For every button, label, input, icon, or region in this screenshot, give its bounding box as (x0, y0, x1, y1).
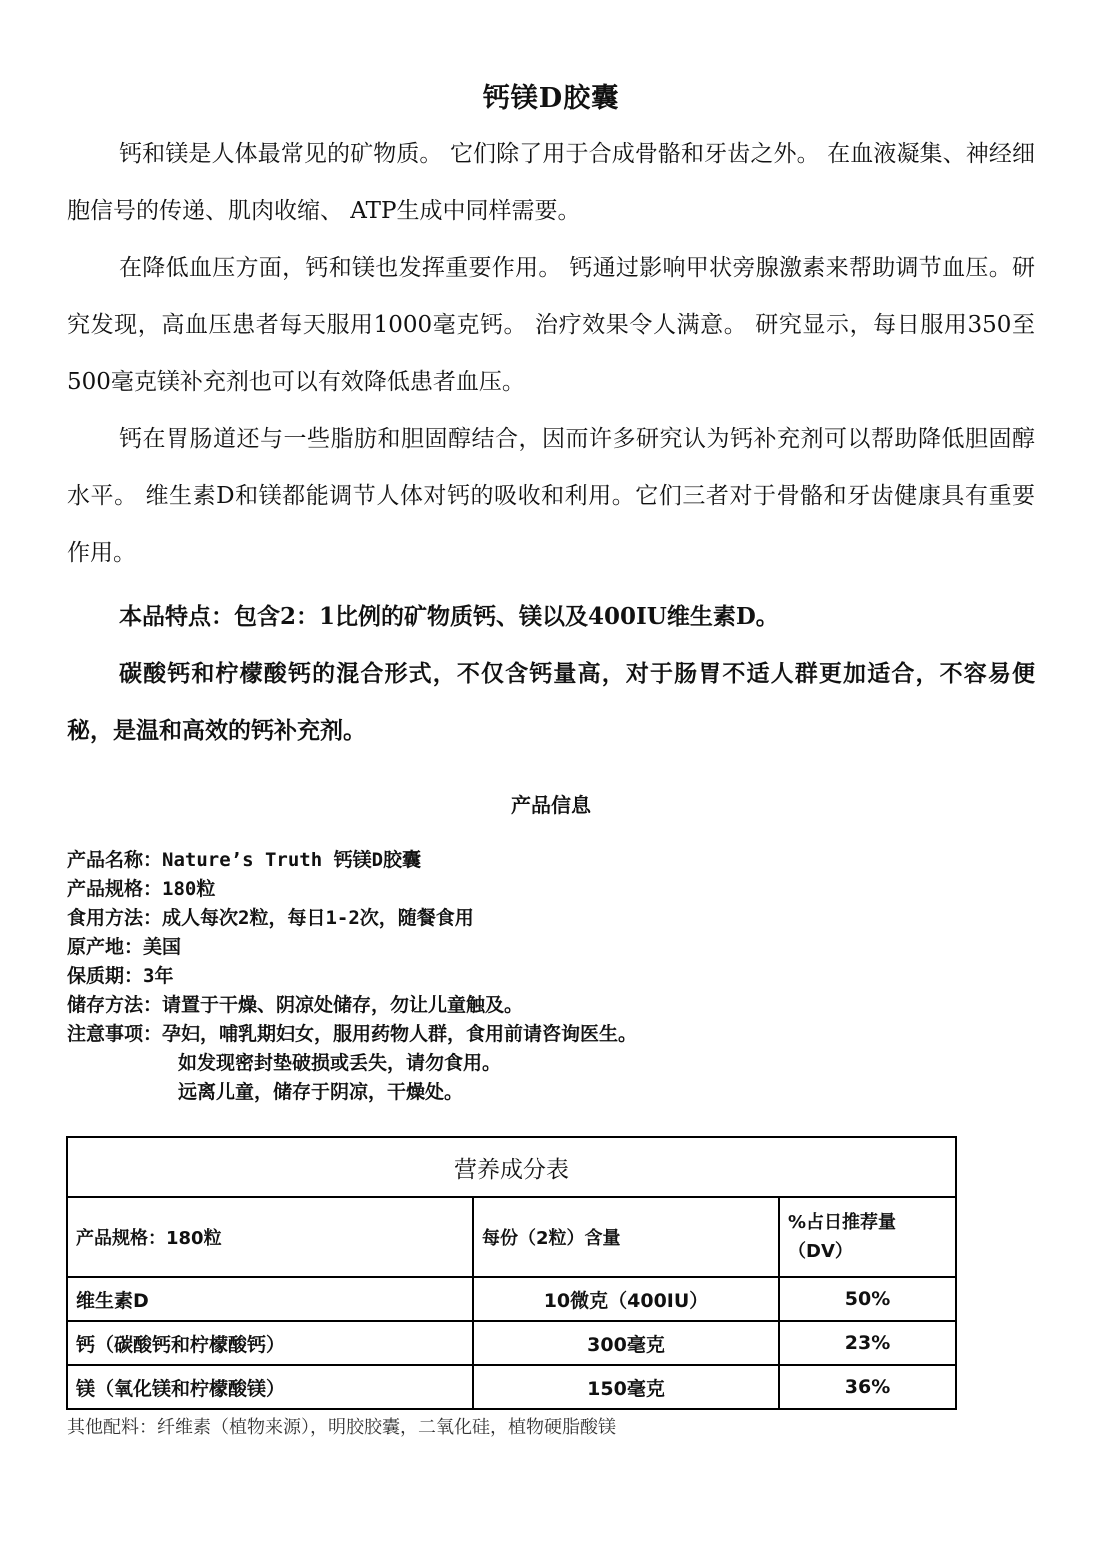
caution: 注意事项：孕妇，哺乳期妇女，服用药物人群，食用前请咨询医生。 (67, 1023, 638, 1045)
intro-paragraph: 钙和镁是人体最常见的矿物质。 它们除了用于合成骨骼和牙齿之外。 在血液凝集、神经细胞信号的传递、肌肉收缩、 ATP生成中同样需要。 (67, 141, 1035, 224)
nutrient-amount: 10微克（400IU） (473, 1277, 779, 1321)
feature-ratio: 本品特点：包含2：1比例的矿物质钙、镁以及400IU维生素D。 (119, 603, 779, 630)
nutrition-table-caption: 营养成分表 (67, 1137, 956, 1197)
product-spec: 产品规格：180粒 (67, 878, 216, 900)
nutrition-header-row (67, 1197, 956, 1277)
origin: 原产地：美国 (67, 936, 182, 958)
nutrient-amount: 150毫克 (473, 1365, 779, 1409)
nutrient-dv: 36% (779, 1365, 956, 1409)
document-title: 钙镁D胶囊 (482, 83, 620, 114)
caution-seal: 如发现密封垫破损或丢失，请勿食用。 (178, 1052, 502, 1074)
usage-instructions: 食用方法：成人每次2粒，每日1-2次，随餐食用 (67, 907, 474, 929)
shelf-life: 保质期：3年 (67, 965, 174, 987)
feature-form: 碳酸钙和柠檬酸钙的混合形式，不仅含钙量高，对于肠胃不适人群更加适合，不容易便秘，是温和高效的钙补充剂。 (67, 660, 1035, 744)
product-info-heading: 产品信息 (511, 793, 591, 817)
nutrient-name: 钙（碳酸钙和柠檬酸钙） (67, 1321, 473, 1365)
nutrient-dv: 23% (779, 1321, 956, 1365)
caution-children: 远离儿童，储存于阴凉，干燥处。 (178, 1081, 464, 1103)
nutrient-name: 维生素D (67, 1277, 473, 1321)
header-spec: 产品规格：180粒 (67, 1197, 473, 1277)
table-row (67, 1277, 956, 1321)
product-name: 产品名称：Nature’s Truth 钙镁D胶囊 (67, 849, 422, 871)
table-row (67, 1365, 956, 1409)
header-per-serving: 每份（2粒）含量 (473, 1197, 779, 1277)
storage-method: 储存方法：请置于干燥、阴凉处储存，勿让儿童触及。 (67, 994, 524, 1016)
nutrient-dv: 50% (779, 1277, 956, 1321)
nutrition-table (66, 1136, 957, 1410)
other-ingredients: 其他配料：纤维素（植物来源），明胶胶囊，二氧化硅，植物硬脂酸镁 (67, 1417, 616, 1438)
table-row (67, 1321, 956, 1365)
header-dv: %占日推荐量（DV） (779, 1197, 956, 1277)
blood-pressure-paragraph: 在降低血压方面，钙和镁也发挥重要作用。 钙通过影响甲状旁腺激素来帮助调节血压。研究发现，高血压患者每天服用1000毫克钙。 治疗效果令人满意。 研究显示，每日服用350至500毫克镁补充剂也可以有效降低患者血压。 (67, 255, 1035, 395)
nutrient-name: 镁（氧化镁和柠檬酸镁） (67, 1365, 473, 1409)
product-info-list (67, 846, 967, 1107)
nutrient-amount: 300毫克 (473, 1321, 779, 1365)
cholesterol-paragraph: 钙在胃肠道还与一些脂肪和胆固醇结合，因而许多研究认为钙补充剂可以帮助降低胆固醇水平。 维生素D和镁都能调节人体对钙的吸收和利用。它们三者对于骨骼和牙齿健康具有重要作用。 (67, 426, 1035, 566)
